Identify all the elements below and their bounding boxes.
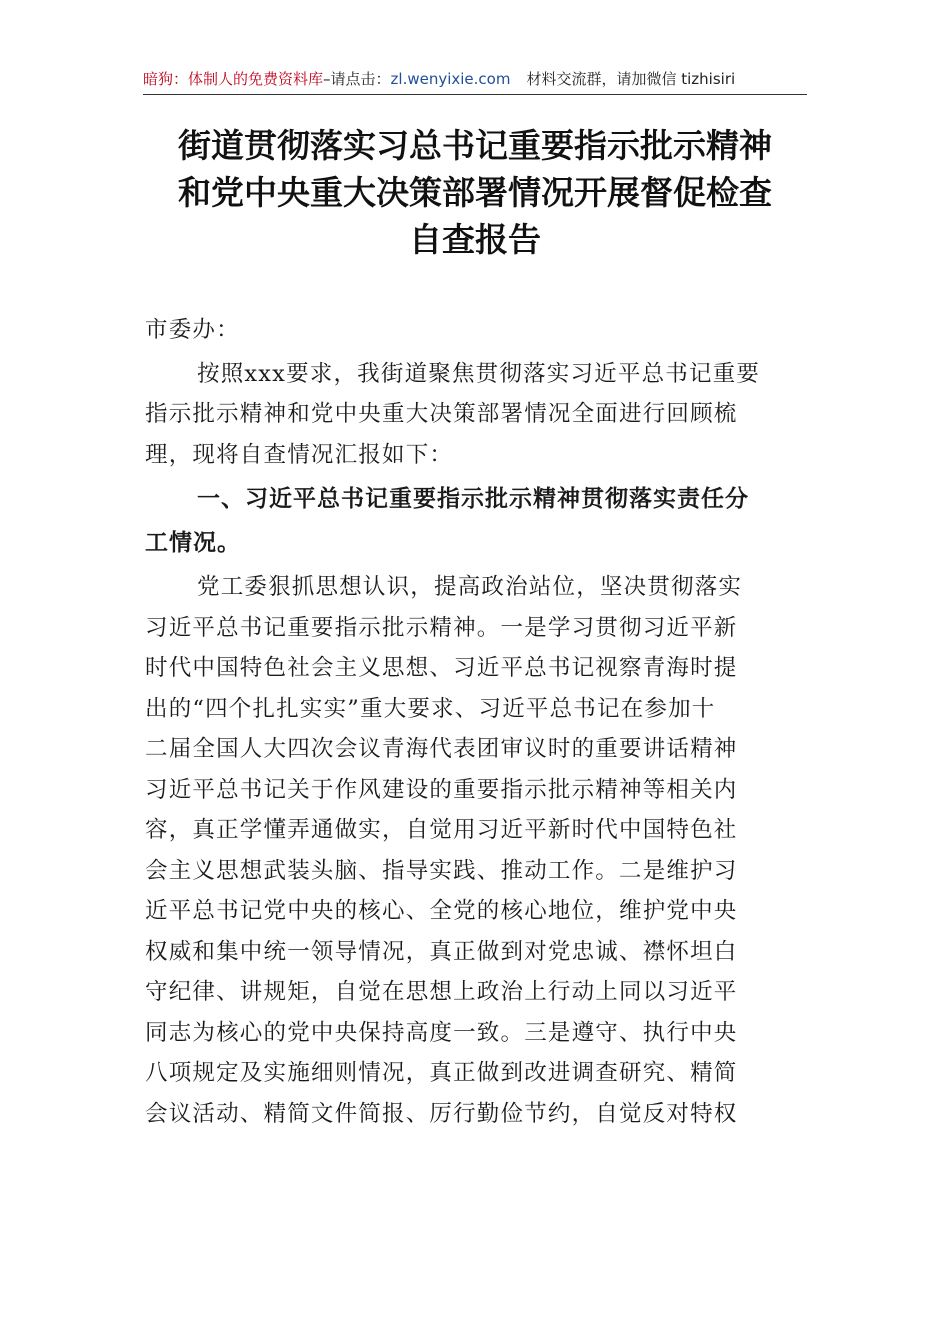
- section-heading-line: 工情况。: [145, 530, 241, 556]
- paragraph-line: 出的“四个扎扎实实”重大要求、习近平总书记在参加十: [145, 695, 716, 722]
- header-brand: 暗狗：体制人的免费资料库: [143, 70, 324, 88]
- title-line: 街道贯彻落实习总书记重要指示批示精神: [178, 126, 772, 165]
- paragraph-line: 近平总书记党中央的核心、全党的核心地位，维护党中央: [145, 898, 738, 924]
- paragraph-line: 习近平总书记关于作风建设的重要指示批示精神等相关内: [145, 776, 738, 803]
- salutation: 市委办：: [145, 317, 240, 343]
- section-heading: [145, 477, 805, 565]
- title-line: 和党中央重大决策部署情况开展督促检查: [178, 173, 772, 212]
- section-heading-line: 一、习近平总书记重要指示批示精神贯彻落实责任分: [197, 486, 749, 512]
- page-header: [143, 68, 807, 95]
- body-paragraph: [145, 567, 805, 1134]
- paragraph-line: 八项规定及实施细则情况，真正做到改进调查研究、精简: [145, 1060, 738, 1086]
- header-url-link[interactable]: zl.wenyixie.com: [390, 70, 511, 88]
- paragraph-line: 党工委狠抓思想认识，提高政治站位，坚决贯彻落实: [197, 574, 743, 600]
- paragraph-line: 会主义思想武装头脑、指导实践、推动工作。二是维护习: [145, 857, 738, 884]
- intro-line: 指示批示精神和党中央重大决策部署情况全面进行回顾梳: [145, 401, 738, 427]
- paragraph-line: 二届全国人大四次会议青海代表团审议时的重要讲话精神: [145, 736, 738, 762]
- document-body: [145, 310, 805, 1134]
- paragraph-line: 守纪律、讲规矩，自觉在思想上政治上行动上同以习近平: [145, 979, 738, 1005]
- paragraph-line: 时代中国特色社会主义思想、习近平总书记视察青海时提: [145, 655, 738, 681]
- header-group-note: 材料交流群，请加微信 tizhisiri: [526, 70, 736, 88]
- title-line: 自查报告: [409, 220, 541, 259]
- intro-line: 按照xxx要求，我街道聚焦贯彻落实习近平总书记重要: [197, 360, 761, 387]
- paragraph-line: 容，真正学懂弄通做实，自觉用习近平新时代中国特色社: [145, 817, 738, 843]
- paragraph-line: 会议活动、精简文件简报、厉行勤俭节约，自觉反对特权: [145, 1100, 738, 1127]
- document-title: [120, 122, 830, 263]
- intro-line: 理，现将自查情况汇报如下：: [145, 441, 454, 468]
- header-click-prefix: –请点击：: [323, 70, 391, 88]
- paragraph-line: 习近平总书记重要指示批示精神。一是学习贯彻习近平新: [145, 614, 738, 641]
- paragraph-line: 权威和集中统一领导情况，真正做到对党忠诚、襟怀坦白: [145, 938, 738, 965]
- paragraph-line: 同志为核心的党中央保持高度一致。三是遵守、执行中央: [145, 1019, 738, 1046]
- intro-paragraph: [145, 354, 805, 476]
